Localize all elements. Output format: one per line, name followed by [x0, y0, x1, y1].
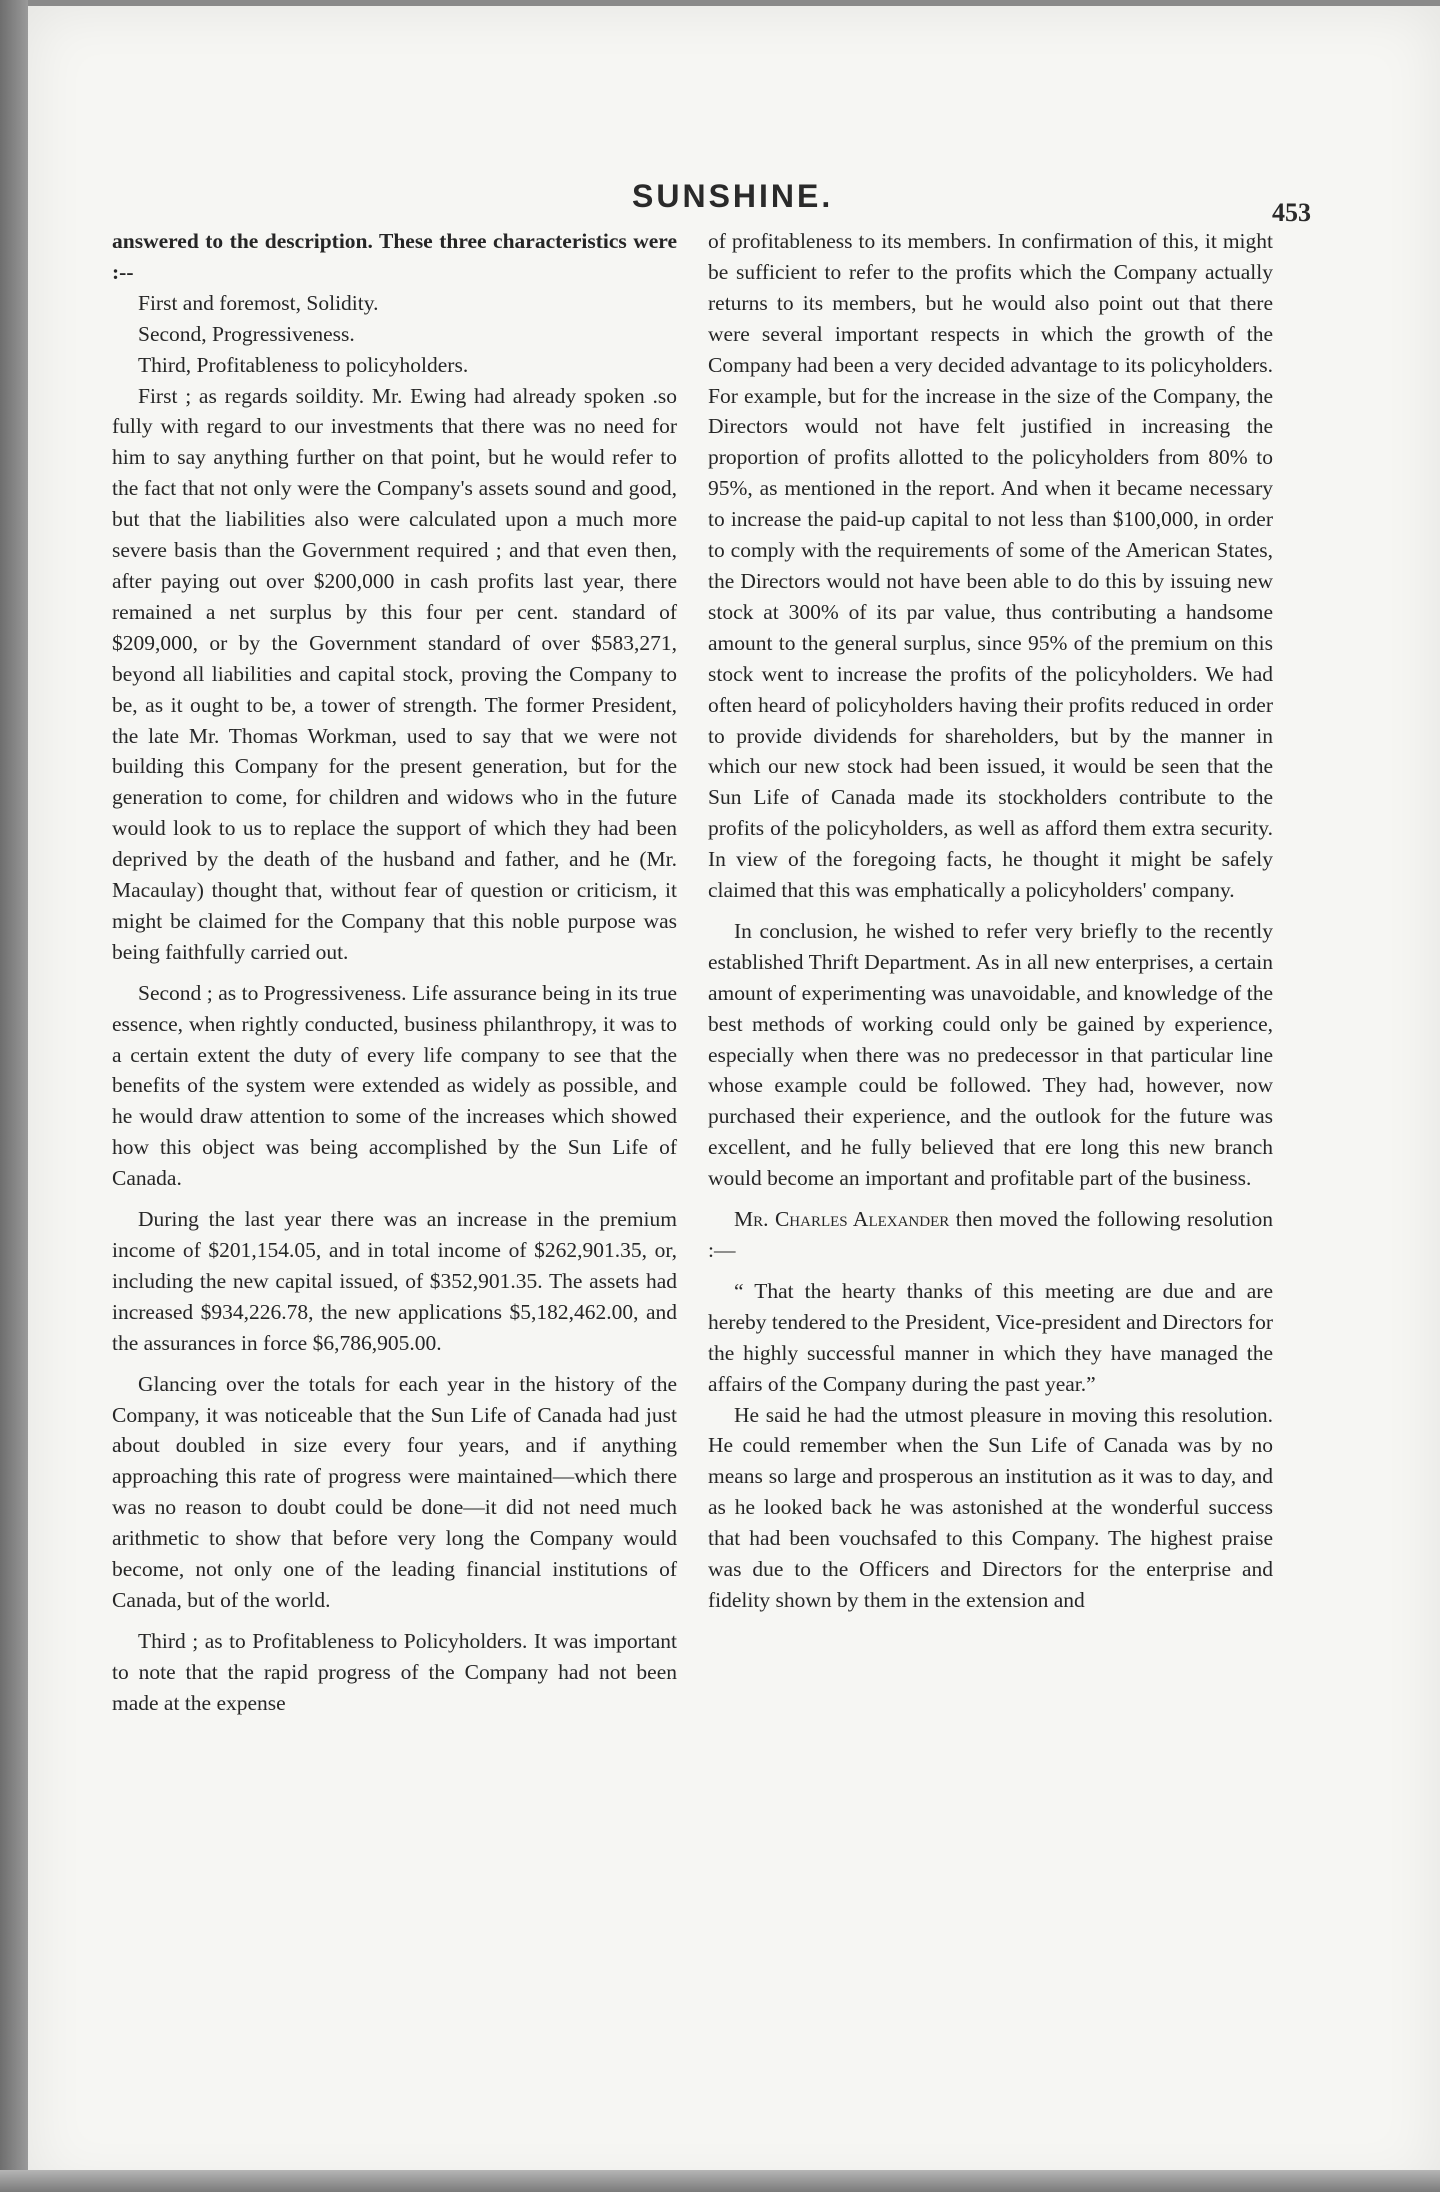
page-number: 453 [1272, 198, 1311, 227]
running-title: SUNSHINE. [632, 178, 834, 214]
page-left-edge [0, 0, 28, 2192]
paragraph: Glancing over the totals for each year in the history of the Company, it was noticeable that the Sun Life of Canada had just about doubled in size every four years, and if anything approaching this rate of progress were maintained—which there was no reason to doubt could be done—it did not need much arithmetic to show that before very long the Company would become, not only one of the leading financial institutions of Canada, but of the world. [112, 1371, 677, 1612]
paragraph [708, 1204, 1273, 1266]
paragraph: of profitableness to its members. In confirmation of this, it might be sufficient to refer to the profits which the Company actually returns to its members, but he would also point out that there were several important respects in which the growth of the Company had been a very decided advantage to its policyholders. For example, but for the increase in the size of the Company, the Directors would not have felt justified in increasing the proportion of profits allotted to the policyholders from 80% to 95%, as mentioned in the report. And when it became necessary to increase the paid-up capital to not less than $100,000, in order to comply with the requirements of some of the American States, the Directors would not have been able to do this by issuing new stock at 300% of its par value, thus contributing a handsome amount to the general surplus, since 95% of the premium on this stock went to increase the profits of the policyholders. We had often heard of policyholders having their profits reduced in order to provide dividends for shareholders, but by the manner in which our new stock had been issued, it would be seen that the Sun Life of Canada made its stockholders contribute to the profits of the policyholders, as well as afford them extra security. In view of the foregoing facts, he thought it might be safely claimed that this was emphatically a policyholders' company. [708, 229, 1273, 903]
paragraph: During the last year there was an increase in the premium income of $201,154.05, and in total income of $262,901.35, or, including the new capital issued, of $352,901.35. The assets had increased $934,226.78, the new applications $5,182,462.00, and the assurances in force $6,786,905.00. [112, 1207, 677, 1355]
paragraph: In conclusion, he wished to refer very briefly to the recently established Thrift Department. As in all new enterprises, a certain amount of experimenting was unavoidable, and knowledge of the best methods of working could only be gained by experience, especially when there was no predecessor in that particular line whose example could be followed. They had, however, now purchased their experience, and the outlook for the future was excellent, and he fully believed that ere long this new branch would become an important and profitable part of the business. [708, 918, 1273, 1191]
list-item: Third, Profitableness to policyholders. [138, 352, 469, 377]
speaker-name: Mr. Charles Alexander [734, 1207, 950, 1232]
paragraph: He said he had the utmost pleasure in moving this resolution. He could remember when the Sun Life of Canada was by no means so large and prosperous an institution as it was to day, and as he looked back he was astonished at the wonderful success that had been vouchsafed to this Company. The highest praise was due to the Officers and Directors for the enterprise and fidelity shown by them in the extension and [708, 1402, 1273, 1612]
left-column [112, 226, 677, 1719]
resolution-quote: “ That the hearty thanks of this meeting are due and are hereby tendered to the President, Vice-president and Directors for the highly successful manner in which they have managed the affairs of the Company during the past year.” [708, 1278, 1273, 1396]
paragraph: answered to the description. These three characteristics were :-- [112, 229, 677, 284]
paragraph: Second ; as to Progressiveness. Life assurance being in its true essence, when rightly conducted, business philanthropy, it was to a certain extent the duty of every life company to see that the benefits of the system were extended as widely as possible, and he would draw attention to some of the increases which showed how this object was being accomplished by the Sun Life of Canada. [112, 980, 677, 1191]
paragraph: Third ; as to Profitableness to Policyholders. It was important to note that the rapid progress of the Company had not been made at the expense [112, 1628, 677, 1715]
list-item: Second, Progressiveness. [138, 321, 355, 346]
paragraph: First ; as regards soildity. Mr. Ewing had already spoken .so fully with regard to our investments that there was no need for him to say anything further on that point, but he would refer to the fact that not only were the Company's assets sound and good, but that the liabilities also were calculated upon a much more severe basis than the Government required ; and that even then, after paying out over $200,000 in cash profits last year, there remained a net surplus by this four per cent. standard of $209,000, or by the Government standard of over $583,271, beyond all liabilities and capital stock, proving the Company to be, as it ought to be, a tower of strength. The former President, the late Mr. Thomas Workman, used to say that we were not building this Company for the present generation, but for the generation to come, for children and widows who in the future would look to us to replace the support of which they had been deprived by the death of the husband and father, and he (Mr. Macaulay) thought that, without fear of question or criticism, it might be claimed for the Company that this noble purpose was being faithfully carried out. [112, 383, 677, 964]
page-bottom-edge [0, 2170, 1440, 2192]
paragraph-text: then moved the following resolution :— [708, 1207, 1273, 1262]
list-item: First and foremost, Solidity. [138, 290, 379, 315]
right-column [708, 226, 1273, 1616]
